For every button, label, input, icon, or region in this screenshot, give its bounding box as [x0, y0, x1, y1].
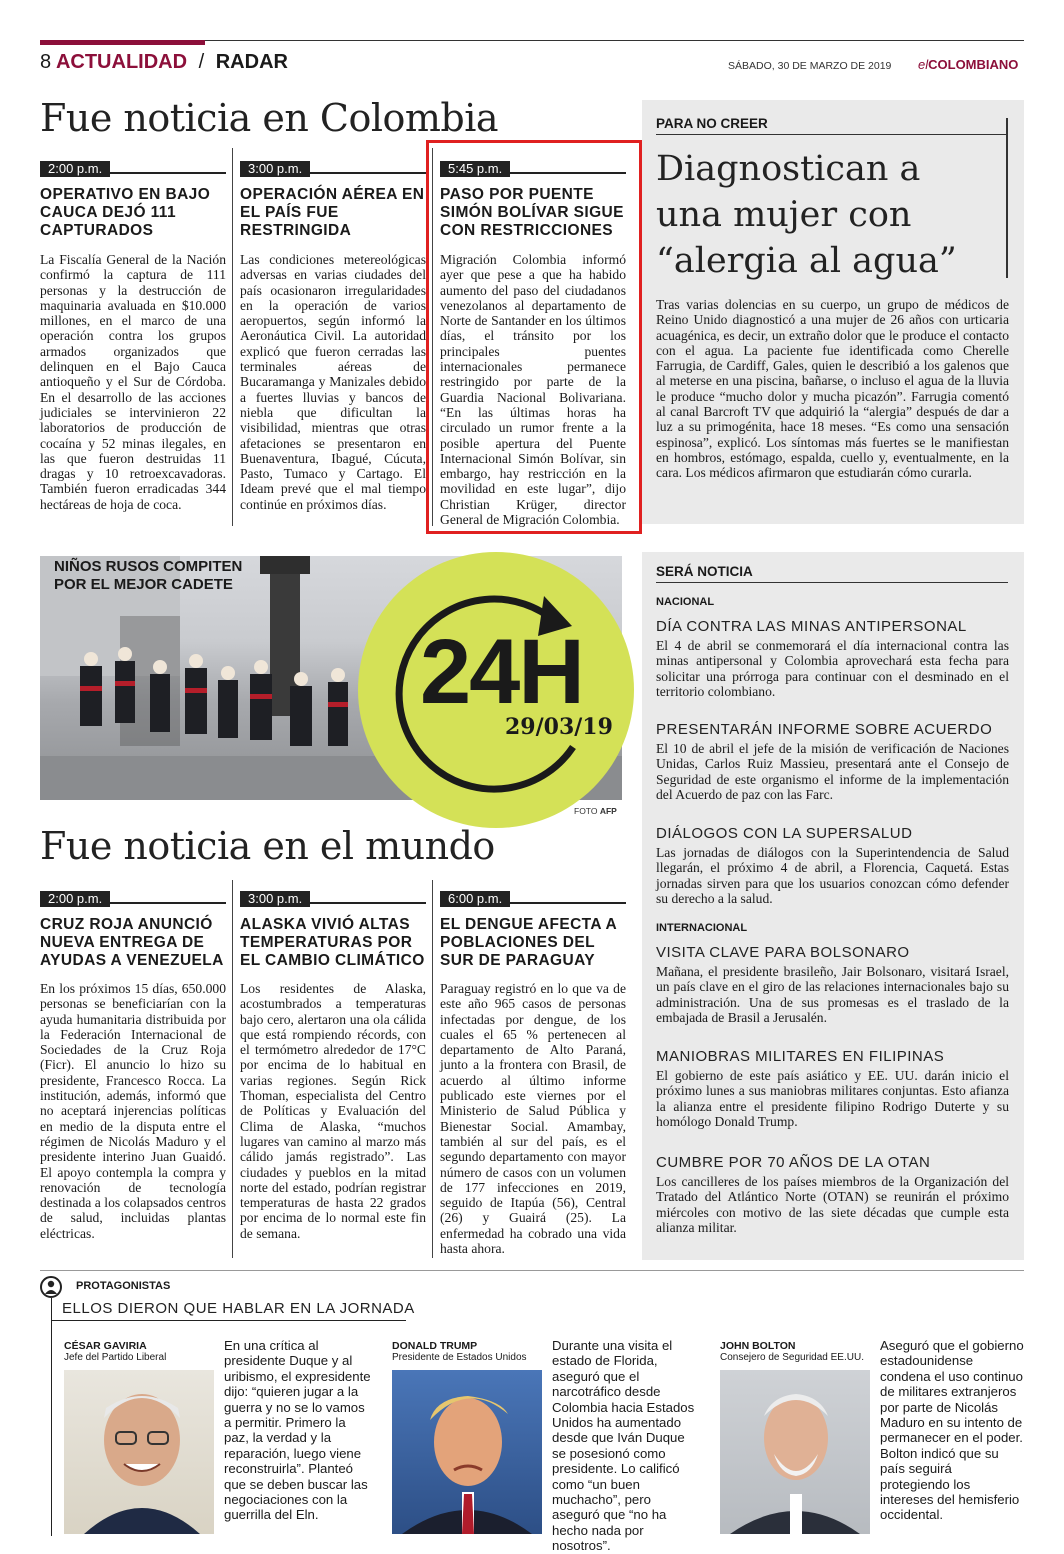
sera-noticia-label: SERÁ NOTICIA: [656, 564, 753, 579]
photo-credit-name: AFP: [599, 806, 617, 816]
photo-caption: NIÑOS RUSOS COMPITEN POR EL MEJOR CADETE: [54, 558, 243, 593]
logo-name: COLOMBIANO: [928, 57, 1019, 72]
mundo-time-2: [240, 888, 426, 904]
photo-credit-label: FOTO: [574, 806, 598, 816]
section-separator: /: [198, 51, 205, 73]
internacional-label: INTERNACIONAL: [656, 922, 748, 934]
sn-head-3: DIÁLOGOS CON LA SUPERSALUD: [656, 825, 913, 842]
colombia-headline-3: PASO POR PUENTE SIMÓN BOLÍVAR SIGUE CON RESTRICCIONES: [440, 186, 624, 239]
mundo-headline-3: EL DENGUE AFECTA A POBLACIONES DEL SUR DE PARAGUAY: [440, 916, 617, 969]
person-2-role: Presidente de Estados Unidos: [392, 1352, 527, 1363]
page-number: 8: [40, 51, 52, 73]
person-1-role: Jefe del Partido Liberal: [64, 1352, 167, 1363]
mundo-body-2: Los residentes de Alaska, acostumbrados a temperaturas bajo cero, alertaron una ola cálida que está rompiendo récords, con el termómetro alrededor de 17°C por encima de lo habitual en varias regiones. Según Rick Thoman, especialista del Centro de Políticas y Evaluación del Clima de Alaska, “muchos lugares van camino al marzo más cálido jamás registrado”. Las ciudades y pueblos en la mitad norte del estado, podrían registrar temperaturas de hasta 22 grados por encima de lo normal este fin de semana.: [240, 981, 426, 1241]
sn-text-2: El 10 de abril el jefe de la misión de verificación de Naciones Unidas, Carlos Ruiz Massieu, presentará ante el Consejo de Seguridad de este organismo el informe de la implementación del Acuerdo de paz con las Farc.: [656, 741, 1009, 802]
time-tag: 3:00 p.m.: [240, 891, 310, 907]
para-no-creer-label: PARA NO CREER: [656, 116, 768, 131]
person-3-name: JOHN BOLTON: [720, 1340, 796, 1352]
mundo-body-1: En los próximos 15 días, 650.000 personas se beneficiarían con la ayuda humanitaria distribuida por la Federación Internacional de Sociedades de la Cruz Roja (Ficr). El anuncio lo hizo su presidente, Francesco Rocca. La institución, además, informó que no aceptará injerencias políticas en medio de la disputa entre el régimen de Nicolás Maduro y el presidente interino Juan Guaidó. El apoyo contempla la compra y renovación de tecnología destinada a los colapsados centros de salud, incluidas plantas eléctricas.: [40, 981, 226, 1241]
time-tag: 6:00 p.m.: [440, 891, 510, 907]
para-no-creer-rule: [656, 134, 1008, 135]
sn-head-2: PRESENTARÁN INFORME SOBRE ACUERDO: [656, 721, 993, 738]
person-3-role: Consejero de Seguridad EE.UU.: [720, 1352, 864, 1363]
sn-head-6: CUMBRE POR 70 AÑOS DE LA OTAN: [656, 1154, 931, 1171]
person-icon: [40, 1276, 62, 1298]
sera-noticia-rule: [656, 582, 1008, 583]
mundo-body-3: Paraguay registró en lo que va de este año 965 casos de personas infectadas por dengue, de los cuales el 65 % pertenecen al departamento de Alto Paraná, junto a la frontera con Brasil, de acuerdo al último informe publicado este viernes por el Ministerio de Salud Pública y Bienestar Social. Amambay, también al sur del país, es el segundo departamento con mayor número de casos con un volumen de 177 infecciones en 2019, seguido de Itapúa (56), Central (26) y Guairá (25). La enfermedad ha cobrado una vida hasta ahora.: [440, 981, 626, 1257]
section-name: ACTUALIDAD: [55, 51, 188, 73]
person-1-text: En una crítica al presidente Duque y al uribismo, el expresidente dijo: “quieren jugar a la guerra y no se lo vamos a permitir. Primero la paz, la verdad y la reparación, luego viene reconstruirla”. Planteó que se deben buscar las negociaciones con la guerrilla del Eln.: [224, 1338, 371, 1523]
header-date: SÁBADO, 30 DE MARZO DE 2019: [728, 60, 892, 72]
person-2-photo: [392, 1370, 542, 1534]
sn-text-1: El 4 de abril se conmemorará el día internacional contra las minas antipersonal y Colombia aprovechará esta fecha para solicitar una prórroga para continuar con el desminado en el territorio colombiano.: [656, 638, 1009, 699]
badge-date: 29/03/19: [505, 714, 613, 740]
colombia-body-2: Las condiciones metereológicas adversas en varias ciudades del país ocasionaron irregularidades en la operación de varios aeropuertos, según informó la Aeronáutica Civil. La autoridad explicó que fueron cerradas las terminales aéreas de Bucaramanga y Manizales debido a fuertes lluvias y bancos de niebla que dificultan la visibilidad, mientras que otras afetaciones se presentaron en Buenaventura, Ibagué, Cúcuta, Pasto, Tumaco y Cartago. El Ideam prevé que el mal tiempo continúe en próximos días.: [240, 252, 426, 512]
time-tag: 3:00 p.m.: [240, 161, 310, 177]
time-tag: 2:00 p.m.: [40, 891, 110, 907]
mundo-time-1: [40, 888, 226, 904]
colombia-time-3: [440, 158, 626, 174]
portrait-gaviria: [64, 1370, 214, 1534]
protagonistas-subtitle-rule: [52, 1320, 406, 1321]
para-no-creer-accent: [1006, 118, 1008, 278]
protagonistas-top-rule: [40, 1270, 1024, 1271]
portrait-trump: [392, 1370, 542, 1534]
sn-text-4: Mañana, el presidente brasileño, Jair Bolsonaro, visitará Israel, un país clave en el giro de las relaciones internacionales bajo su administración. Una de sus promesas es el traslado de la embajada de Brasil a Jerusalén.: [656, 964, 1009, 1025]
protagonistas-left-rule: [51, 1298, 52, 1536]
portrait-bolton: [720, 1370, 870, 1534]
mundo-headline-2: ALASKA VIVIÓ ALTAS TEMPERATURAS POR EL CAMBIO CLIMÁTICO: [240, 916, 425, 969]
column-divider: [432, 880, 433, 1258]
column-divider: [232, 148, 233, 526]
person-1-name: CÉSAR GAVIRIA: [64, 1340, 147, 1352]
colombia-body-1: La Fiscalía General de la Nación confirmó la captura de 111 personas y la destrucción de maquinaria avaluada en $10.000 millones, en el marco de una operación contra los grupos armados organizados que delinquen en el Bajo Cauca antioqueño y el Sur de Córdoba. En el desarrollo de las acciones judiciales se intervinieron 22 laboratorios de producción de cocaína y 52 minas ilegales, en las que fueron destruidas 11 dragas y 10 retroexcavadoras. También fueron erradicadas 344 hectáreas de hoja de coca.: [40, 252, 226, 512]
sn-text-3: Las jornadas de diálogos con la Superintendencia de Salud llegarán, el próximo 4 de abril, a Florencia, Caquetá. Estas jornadas sirven para que los usuarios conozcan cómo defender su derecho a la salud.: [656, 845, 1009, 906]
colombia-section-title: Fue noticia en Colombia: [40, 96, 499, 140]
page-header: [40, 50, 288, 74]
newspaper-logo: [918, 57, 1018, 72]
colombia-headline-2: OPERACIÓN AÉREA EN EL PAÍS FUE RESTRINGIDA: [240, 186, 425, 239]
nacional-label: NACIONAL: [656, 596, 715, 608]
sn-text-5: El gobierno de este país asiático y EE. UU. darán inicio el próximo lunes a sus maniobras militares conjuntas. Esto afianza la alianza entre el presidente filipino Rodrigo Duterte y su homólogo Donald Trump.: [656, 1068, 1009, 1129]
badge-24h-text: 24H: [420, 621, 583, 723]
badge-24h: [358, 552, 634, 828]
column-divider: [232, 880, 233, 1258]
person-2-text: Durante una visita el estado de Florida, aseguró que el narcotráfico desde Colombia hacia Estados Unidos ha aumentado desde que Iván Duque se posesionó como presidente. Lo calificó como “un buen muchacho”, pero aseguró que “no ha hecho nada por nosotros”.: [552, 1338, 695, 1554]
colombia-time-2: [240, 158, 426, 174]
para-no-creer-title: Diagnostican a una mujer con “alergia al agua”: [656, 149, 957, 281]
sn-text-6: Los cancilleres de los países miembros de la Organización del Tratado del Atlántico Norte (OTAN) se reunirán el próximo miércoles con motivo de las siete décadas que cumple esta alianza militar.: [656, 1174, 1009, 1235]
sn-head-4: VISITA CLAVE PARA BOLSONARO: [656, 944, 910, 961]
person-glyph: [42, 1278, 60, 1296]
sn-head-5: MANIOBRAS MILITARES EN FILIPINAS: [656, 1048, 945, 1065]
subsection-name: RADAR: [215, 51, 288, 73]
mundo-section-title: Fue noticia en el mundo: [40, 824, 495, 868]
sn-head-1: DÍA CONTRA LAS MINAS ANTIPERSONAL: [656, 618, 967, 635]
photo-credit: [574, 806, 617, 816]
logo-el: el: [918, 57, 929, 72]
mundo-time-3: [440, 888, 626, 904]
para-no-creer-body: Tras varias dolencias en su cuerpo, un grupo de médicos de Reino Unido diagnosticó a una mujer de 26 años con urticaria acuagénica, es decir, un extraño dolor que le produce el contacto con el agua. La paciente fue identificada como Cherelle Farrugia, de Cardiff, Gales, quien le describió a los galenos que al meterse en una piscina, bañarse, o incluso el agua de la lluvia le produce “mucho dolor y mucha picazón”. Farrugia comentó al canal Barcroft TV que adquirió la “alergia” después de dar a luz a su primogénita, hace 18 meses. “Es como una sensación espinosa”, explicó. Los síntomas más fuertes se le manifiestan en hombros, estómago, espalda, cuello y, eventualmente, en la cara. Los médicos afirmaron que estudiarán cómo curarla.: [656, 297, 1009, 481]
person-2-name: DONALD TRUMP: [392, 1340, 478, 1352]
colombia-time-1: [40, 158, 226, 174]
time-tag: 2:00 p.m.: [40, 161, 110, 177]
time-tag: 5:45 p.m.: [440, 161, 510, 177]
header-accent-bar: [40, 40, 205, 45]
mundo-headline-1: CRUZ ROJA ANUNCIÓ NUEVA ENTREGA DE AYUDAS A VENEZUELA: [40, 916, 224, 969]
colombia-body-3: Migración Colombia informó ayer que pese a que ha habido aumento del paso del ciudadanos venezolanos al departamento de Norte de Santander en los últimos días, el tránsito por los principales puentes internacionales permanece restringido por parte de la Guardia Nacional Bolivariana. “En las últimas horas ha circulado un rumor frente a la posible apertura del Puente Internacional Simón Bolívar, sin embargo, hay restricción en la movilidad en este lugar”, dijo Christian Krüger, director General de Migración Colombia.: [440, 252, 626, 528]
person-3-text: Aseguró que el gobierno estadounidense condena el uso continuo de militares extranjeros por parte de Nicolás Maduro en su intento de permanecer en el poder. Bolton indicó que su país seguirá protegiendo los intereses del hemisferio occidental.: [880, 1338, 1024, 1523]
person-3-photo: [720, 1370, 870, 1534]
colombia-headline-1: OPERATIVO EN BAJO CAUCA DEJÓ 111 CAPTURADOS: [40, 186, 211, 239]
protagonistas-subtitle: ELLOS DIERON QUE HABLAR EN LA JORNADA: [62, 1300, 415, 1317]
protagonistas-label: PROTAGONISTAS: [76, 1280, 171, 1292]
person-1-photo: [64, 1370, 214, 1534]
